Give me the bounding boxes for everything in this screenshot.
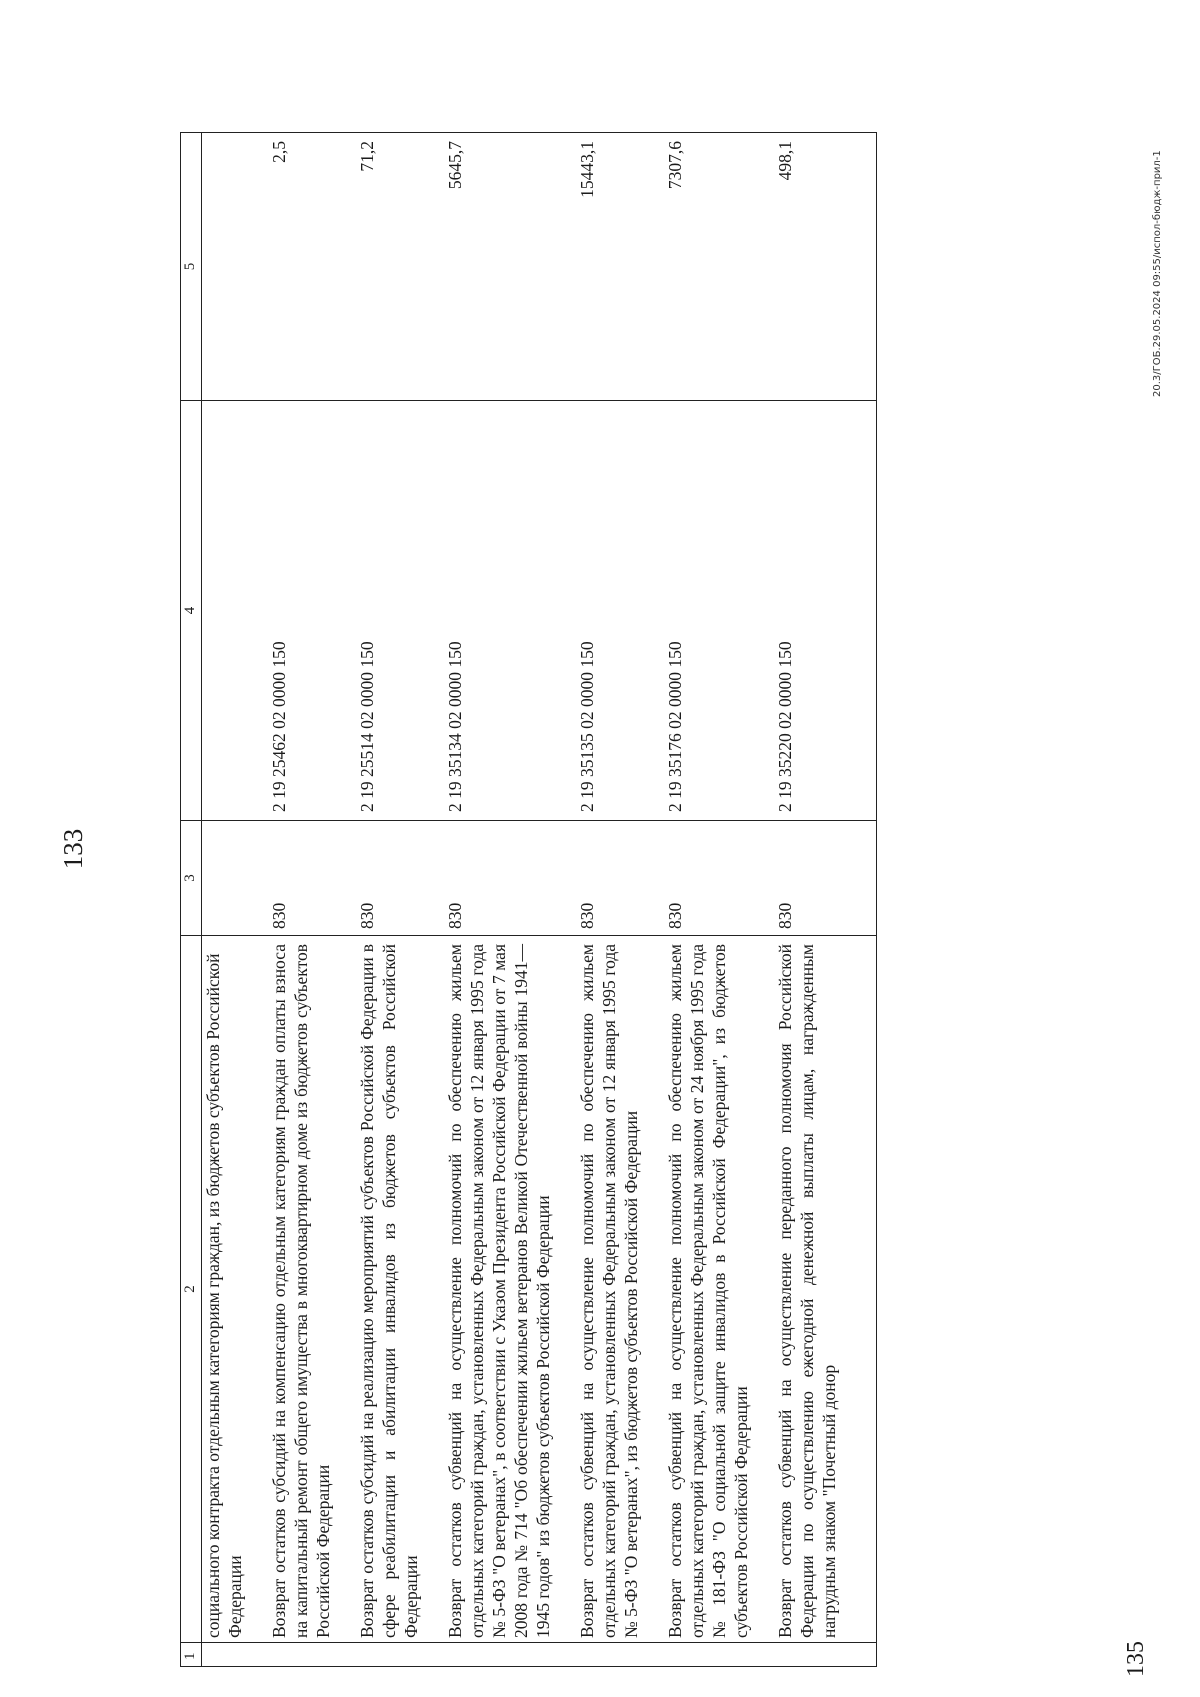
cell-amount: 5645,7 (444, 133, 576, 401)
cell-admin: 830 (664, 821, 774, 936)
header-col-3: 3 (181, 821, 202, 936)
table-row (202, 133, 269, 1667)
cell-name: Возврат остатков субсидий на компенсацию отдельным категориям граждан оплаты взноса на капитальный ремонт общего имущества в многоквартирном доме из бюджетов субъектов Российской Федерации (268, 936, 356, 1643)
table-row (576, 133, 664, 1667)
table-row (356, 133, 444, 1667)
cell-col-1 (268, 1643, 356, 1667)
cell-name: Возврат остатков субсидий на реализацию мероприятий субъектов Российской Федерации в сфере реабилитации и абилитации инвалидов из бюджетов субъектов Российской Федерации (356, 936, 444, 1643)
header-col-5: 5 (181, 133, 202, 401)
cell-admin: 830 (576, 821, 664, 936)
cell-col-1 (202, 1643, 269, 1667)
cell-name: Возврат остатков субвенций на осуществление полномочий по обеспечению жильем отдельных категорий граждан, установленных Федеральным законом от 24 ноября 1995 года № 181-ФЗ "О социальной защите инвалидов в Российской Федерации", из бюджетов субъектов Российской Федерации (664, 936, 774, 1643)
cell-col-1 (664, 1643, 774, 1667)
budget-table (180, 132, 877, 1667)
cell-code: 2 19 35134 02 0000 150 (444, 401, 576, 821)
header-col-1: 1 (181, 1643, 202, 1667)
cell-admin: 830 (444, 821, 576, 936)
cell-name: Возврат остатков субвенций на осуществление полномочий по обеспечению жильем отдельных категорий граждан, установленных Федеральным законом от 12 января 1995 года № 5-ФЗ "О ветеранах", из бюджетов субъектов Российской Федерации (576, 936, 664, 1643)
cell-amount: 498,1 (774, 133, 877, 401)
cell-code (202, 401, 269, 821)
cell-name: социального контракта отдельным категориям граждан, из бюджетов субъектов Российской Федерации (202, 936, 269, 1643)
table-body (202, 133, 877, 1667)
cell-amount: 2,5 (268, 133, 356, 401)
cell-code: 2 19 35176 02 0000 150 (664, 401, 774, 821)
cell-admin: 830 (268, 821, 356, 936)
header-col-4: 4 (181, 401, 202, 821)
cell-col-1 (444, 1643, 576, 1667)
scan-page-number: 135 (1123, 1641, 1149, 1677)
table-row (444, 133, 576, 1667)
cell-amount: 15443,1 (576, 133, 664, 401)
cell-code: 2 19 25462 02 0000 150 (268, 401, 356, 821)
cell-admin: 830 (774, 821, 877, 936)
cell-amount (202, 133, 269, 401)
cell-col-1 (356, 1643, 444, 1667)
page-number: 133 (58, 828, 88, 870)
cell-code: 2 19 35220 02 0000 150 (774, 401, 877, 821)
table-header (181, 133, 202, 1667)
table-row (268, 133, 356, 1667)
header-row (181, 133, 202, 1667)
table-row (774, 133, 877, 1667)
cell-name: Возврат остатков субвенций на осуществление полномочий по обеспечению жильем отдельных категорий граждан, установленных Федеральным законом от 12 января 1995 года № 5-ФЗ "О ветеранах", в соответствии с Указом Президента Российской Федерации от 7 мая 2008 года № 714 "Об обеспечении жильем ветеранов Великой Отечественной войны 1941—1945 годов" из бюджетов субъектов Российской Федерации (444, 936, 576, 1643)
table-row (664, 133, 774, 1667)
cell-amount: 71,2 (356, 133, 444, 401)
cell-name: Возврат остатков субвенций на осуществление переданного полномочия Российской Федерации по осуществлению ежегодной денежной выплаты лицам, награжденным нагрудным знаком "Почетный донор (774, 936, 877, 1643)
cell-code: 2 19 25514 02 0000 150 (356, 401, 444, 821)
cell-admin (202, 821, 269, 936)
cell-code: 2 19 35135 02 0000 150 (576, 401, 664, 821)
header-col-2: 2 (181, 936, 202, 1643)
footer-file-code: 20.3/ГОБ.29.05.2024 09:55/испол-бюдж-прил-1 (1152, 150, 1163, 397)
cell-col-1 (774, 1643, 877, 1667)
cell-col-1 (576, 1643, 664, 1667)
cell-admin: 830 (356, 821, 444, 936)
cell-amount: 7307,6 (664, 133, 774, 401)
